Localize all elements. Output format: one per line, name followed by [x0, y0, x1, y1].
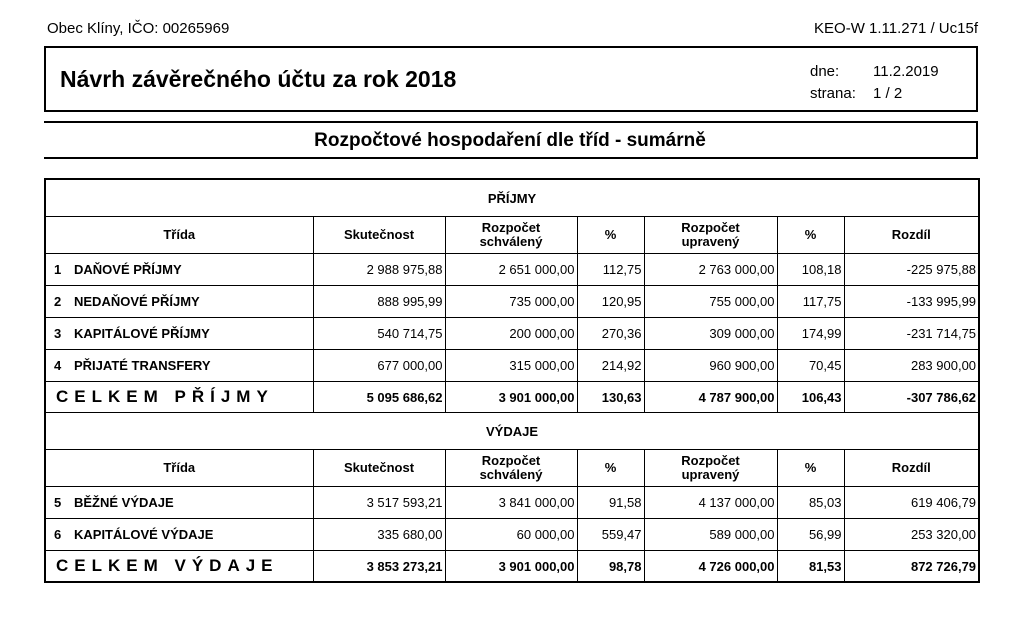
- row-label: [45, 254, 313, 286]
- col-rozpocet-upraveny: Rozpočet upravený: [644, 217, 777, 254]
- row-name: KAPITÁLOVÉ VÝDAJE: [74, 527, 214, 542]
- income-heading-row: [45, 179, 979, 217]
- cell-pct-upraveny: 56,99: [777, 519, 844, 551]
- table-row: [45, 254, 979, 286]
- section-subtitle: Rozpočtové hospodaření dle tříd - sumárně: [44, 121, 978, 159]
- row-label: [45, 286, 313, 318]
- col-trida: Třída: [45, 450, 313, 487]
- cell-skutecnost: 2 988 975,88: [313, 254, 445, 286]
- col-rozdil: Rozdíl: [844, 217, 979, 254]
- row-index: 6: [54, 527, 62, 542]
- cell-skutecnost: 540 714,75: [313, 318, 445, 350]
- col-pct-upraveny: %: [777, 217, 844, 254]
- total-schvaleny: 3 901 000,00: [445, 551, 577, 583]
- row-name: NEDAŇOVÉ PŘÍJMY: [74, 294, 200, 309]
- budget-table: [44, 178, 980, 583]
- total-skutecnost: 5 095 686,62: [313, 382, 445, 413]
- col-skutecnost: Skutečnost: [313, 450, 445, 487]
- col-pct-schvaleny: %: [577, 217, 644, 254]
- date-value: 11.2.2019: [873, 63, 939, 80]
- cell-pct-upraveny: 108,18: [777, 254, 844, 286]
- cell-rozdil: -231 714,75: [844, 318, 979, 350]
- col-rozdil: Rozdíl: [844, 450, 979, 487]
- row-name: DAŇOVÉ PŘÍJMY: [74, 262, 182, 277]
- cell-upraveny: 755 000,00: [644, 286, 777, 318]
- cell-pct-schvaleny: 214,92: [577, 350, 644, 382]
- row-index: 3: [54, 326, 62, 341]
- expenses-total-row: [45, 551, 979, 583]
- cell-rozdil: 283 900,00: [844, 350, 979, 382]
- row-name: BĚŽNÉ VÝDAJE: [74, 495, 174, 510]
- cell-skutecnost: 888 995,99: [313, 286, 445, 318]
- cell-schvaleny: 315 000,00: [445, 350, 577, 382]
- total-skutecnost: 3 853 273,21: [313, 551, 445, 583]
- cell-upraveny: 309 000,00: [644, 318, 777, 350]
- report-code: KEO-W 1.11.271 / Uc15f: [814, 20, 978, 37]
- cell-schvaleny: 735 000,00: [445, 286, 577, 318]
- cell-schvaleny: 2 651 000,00: [445, 254, 577, 286]
- income-total-row: [45, 382, 979, 413]
- cell-pct-upraveny: 117,75: [777, 286, 844, 318]
- column-header-row: [45, 217, 979, 254]
- total-rozdil: 872 726,79: [844, 551, 979, 583]
- total-pct-schvaleny: 98,78: [577, 551, 644, 583]
- cell-pct-schvaleny: 120,95: [577, 286, 644, 318]
- total-rozdil: -307 786,62: [844, 382, 979, 413]
- cell-pct-upraveny: 174,99: [777, 318, 844, 350]
- row-index: 5: [54, 495, 62, 510]
- row-index: 1: [54, 262, 62, 277]
- col-skutecnost: Skutečnost: [313, 217, 445, 254]
- income-heading: PŘÍJMY: [45, 179, 979, 217]
- table-row: [45, 519, 979, 551]
- cell-schvaleny: 60 000,00: [445, 519, 577, 551]
- cell-upraveny: 960 900,00: [644, 350, 777, 382]
- col-rozpocet-upraveny: Rozpočet upravený: [644, 450, 777, 487]
- cell-rozdil: 253 320,00: [844, 519, 979, 551]
- total-pct-schvaleny: 130,63: [577, 382, 644, 413]
- total-pct-upraveny: 106,43: [777, 382, 844, 413]
- document-title: Návrh závěrečného účtu za rok 2018: [60, 66, 457, 92]
- cell-schvaleny: 3 841 000,00: [445, 487, 577, 519]
- page-value: 1 / 2: [873, 85, 903, 102]
- cell-pct-upraveny: 85,03: [777, 487, 844, 519]
- row-index: 2: [54, 294, 62, 309]
- cell-pct-upraveny: 70,45: [777, 350, 844, 382]
- cell-pct-schvaleny: 270,36: [577, 318, 644, 350]
- total-upraveny: 4 726 000,00: [644, 551, 777, 583]
- cell-rozdil: -133 995,99: [844, 286, 979, 318]
- table-row: [45, 487, 979, 519]
- organization-header: Obec Klíny, IČO: 00265969: [47, 20, 230, 37]
- total-pct-upraveny: 81,53: [777, 551, 844, 583]
- cell-skutecnost: 3 517 593,21: [313, 487, 445, 519]
- total-schvaleny: 3 901 000,00: [445, 382, 577, 413]
- expenses-heading: VÝDAJE: [45, 413, 979, 450]
- cell-rozdil: 619 406,79: [844, 487, 979, 519]
- row-name: PŘIJATÉ TRANSFERY: [74, 358, 211, 373]
- col-rozpocet-schvaleny: Rozpočet schválený: [445, 217, 577, 254]
- total-upraveny: 4 787 900,00: [644, 382, 777, 413]
- cell-upraveny: 2 763 000,00: [644, 254, 777, 286]
- row-label: [45, 318, 313, 350]
- table-row: [45, 350, 979, 382]
- cell-upraveny: 4 137 000,00: [644, 487, 777, 519]
- col-pct-upraveny: %: [777, 450, 844, 487]
- col-pct-schvaleny: %: [577, 450, 644, 487]
- row-name: KAPITÁLOVÉ PŘÍJMY: [74, 326, 210, 341]
- total-label: CELKEM PŘÍJMY: [45, 382, 313, 413]
- col-trida: Třída: [45, 217, 313, 254]
- cell-schvaleny: 200 000,00: [445, 318, 577, 350]
- row-label: [45, 350, 313, 382]
- cell-skutecnost: 335 680,00: [313, 519, 445, 551]
- date-label: dne:: [810, 63, 840, 80]
- cell-upraveny: 589 000,00: [644, 519, 777, 551]
- cell-pct-schvaleny: 112,75: [577, 254, 644, 286]
- cell-pct-schvaleny: 559,47: [577, 519, 644, 551]
- row-index: 4: [54, 358, 62, 373]
- table-row: [45, 318, 979, 350]
- row-label: [45, 487, 313, 519]
- cell-skutecnost: 677 000,00: [313, 350, 445, 382]
- table-row: [45, 286, 979, 318]
- total-label: CELKEM VÝDAJE: [45, 551, 313, 583]
- expenses-heading-row: [45, 413, 979, 450]
- col-rozpocet-schvaleny: Rozpočet schválený: [445, 450, 577, 487]
- column-header-row: [45, 450, 979, 487]
- cell-rozdil: -225 975,88: [844, 254, 979, 286]
- row-label: [45, 519, 313, 551]
- title-box: [44, 46, 978, 112]
- document-meta: [810, 61, 939, 105]
- page-label: strana:: [810, 85, 856, 102]
- cell-pct-schvaleny: 91,58: [577, 487, 644, 519]
